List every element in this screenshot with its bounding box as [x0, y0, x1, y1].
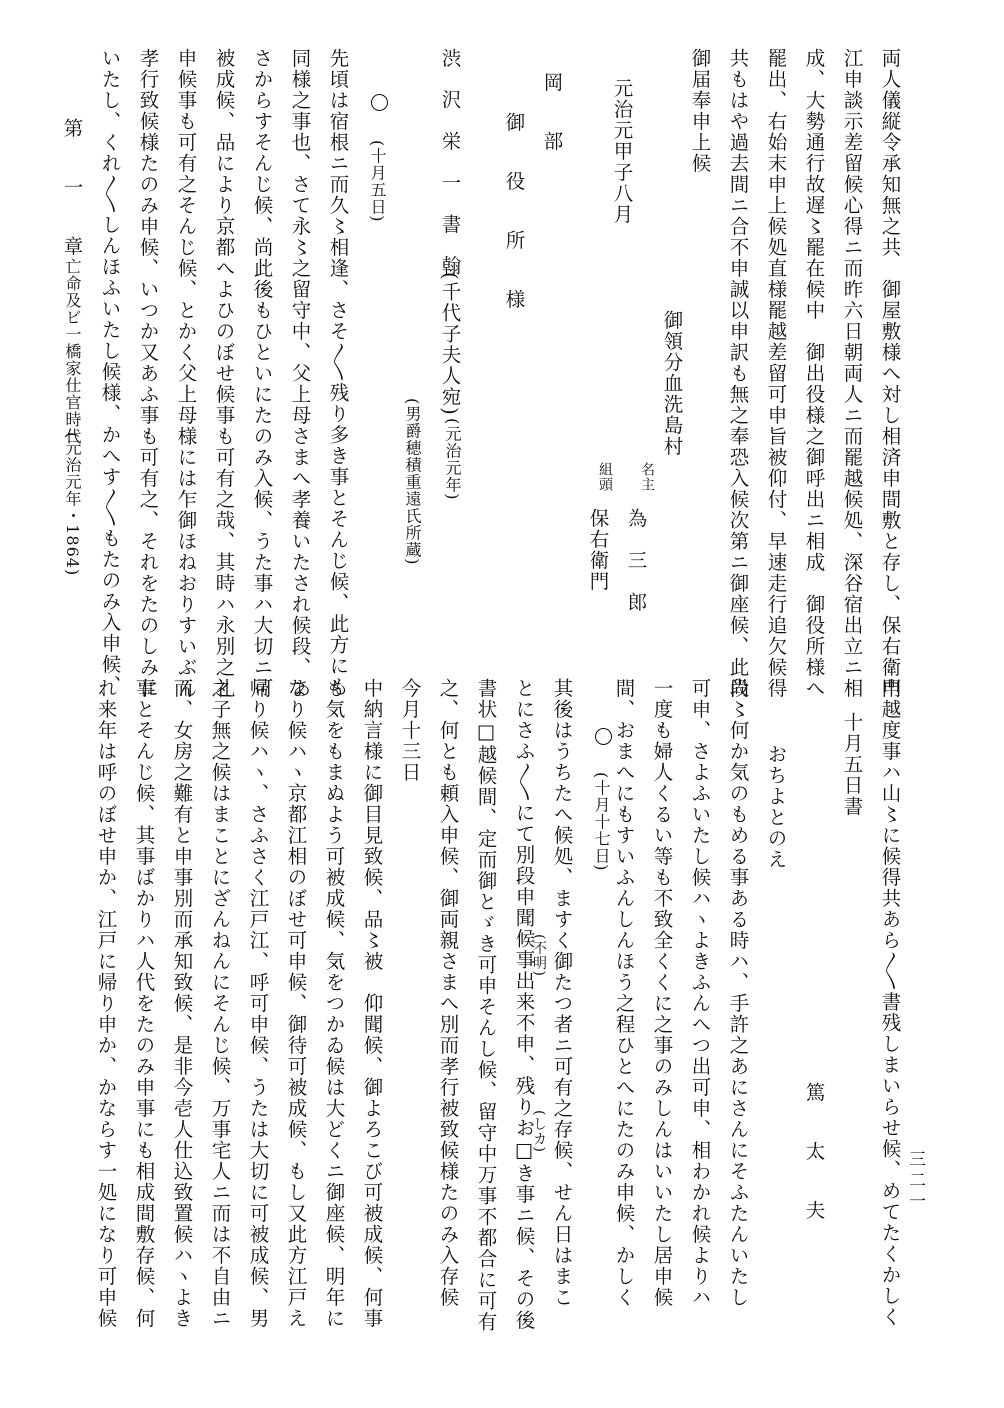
upper-text-col-6: 御届奉申上候: [688, 48, 712, 174]
footer-title: 亡命及ビ一橋家仕官時代: [63, 258, 82, 445]
letter-line-2: 同様之事也、さて永〻之留守中、父上母さまへ孝養いたされ候段、あ: [288, 48, 312, 699]
postscript-line-2: 可申、さよふいたし候ハヽよきふんへつ出可申、相わかれ候よりハ: [688, 678, 712, 1308]
letter-line-3: さからすそんじ候、尚此後もひといにたのみ入候、うた事ハ大切ニ可: [250, 48, 274, 699]
signature-role-kumigashira: 組頭: [597, 462, 613, 492]
letter2-line-8: なり候ハヽ京都江相のぼせ可申候、御待可被成候、もし又此方江戸え: [284, 678, 308, 1329]
section-title-year: (元治元年): [443, 418, 462, 501]
upper-text-col-3: 成、大勢通行故遅〻罷在候中 御出役様之御呼出ニ相成 御役所様へ: [802, 48, 826, 699]
letter2-line-9: 帰り候ハヽ、さふさく江戸江、呼可申候、うたは大切に可被成候、男: [246, 678, 270, 1329]
signature-name-tamesaburo: 為 三 郎: [624, 508, 648, 613]
upper-text-col-5: 共もはや過去間ニ合不申誠以申訳も無之奉恐入候次第ニ御座候、此段: [726, 48, 750, 699]
entry-date-oct17: (十月十七日): [592, 772, 611, 872]
footer-year: (元治元年・1864): [63, 432, 82, 577]
letter2-line-2: とにさふ〱にて別段申聞候事出来不申、残りお□き事ニ候、その後: [512, 678, 536, 1331]
letter-line-5: 申候事も可有之そんじ候、とかく父上母様には乍御ほねおりすいぶん: [174, 48, 198, 699]
letter2-line-5: 今月十三日: [398, 678, 422, 783]
upper-text-col-2: 江申談示差留候心得ニ而昨六日朝両人ニ而罷越候処、深谷宿出立ニ相: [840, 48, 864, 699]
signature-role-headman: 名主: [639, 462, 655, 492]
postscript-line-3: 一度も婦人くるい等も不致全くくに之事のみしんはいいたし居申候: [650, 678, 674, 1308]
letter2-line-6: 中納言様に御目見致候、品〻被 仰聞候、御よろこび可被成候、何事: [360, 678, 384, 1329]
upper-text-col-4: 罷出、右始末申上候処直様罷越差留可申旨被仰付、早速走行追欠候得: [764, 48, 788, 699]
addressee-place: 岡 部: [540, 72, 564, 161]
letter-line-7: いたし、くれ〱しんほふいたし候様、かへす〱もたのみ入申候、: [98, 48, 122, 696]
section-circle-mark: [371, 94, 388, 111]
letter2-line-10: 之子無之候はまことにざんねんにそんじ候、万事宅人ニ而は不自由ニ: [208, 678, 232, 1329]
addressee-office: 御 役 所 様: [502, 112, 526, 319]
letter-line-4: 被成候、品により京都へよひのぼせ候事も可有之哉、其時ハ永別之礼: [212, 48, 236, 699]
letter2-line-3: 書状□越候間、定而御とゞき可申そんし候、留守中万事不都合に可有: [474, 678, 498, 1333]
lower-text-col-1: 申越度事ハ山〻に候得共あら〱書残しまいらせ候、めてたくかしく: [878, 678, 902, 1328]
entry-date-oct5: (十月五日): [368, 140, 387, 223]
letter2-line-4: 之、何とも頼入申候、御両親さまへ別而孝行被致候様たのみ入存候: [436, 678, 460, 1308]
upper-text-col-1: 両人儀縦令承知無之共 御屋敷様へ対し相済申間敷と存し、保右衛門: [878, 48, 902, 699]
signature-village: 御領分血洗島村: [660, 310, 684, 457]
signature-name-yasuemon: 保右衛門: [586, 508, 610, 592]
letter-line-6: 孝行致候様たのみ申候、いつか又あふ事も可有之、それをたのしみに: [136, 48, 160, 699]
section-circle-mark-2: [595, 728, 612, 745]
page-number: 三二一: [905, 1150, 925, 1213]
letter2-line-11: 而、女房之難有と申事別而承知致候、是非今壱人仕込致置候ハヽよき: [170, 678, 194, 1329]
footer-chapter: 第 一 章: [60, 118, 84, 266]
postscript-line-1: 尚〻何か気のもめる事ある時ハ、手許之あにさんにそふたんいたし: [726, 678, 750, 1308]
lower-sender-name: 篤 太 夫: [802, 1082, 826, 1230]
section-title-recipient: (千代子夫人宛): [438, 272, 462, 417]
annotation-shika: (しカ): [531, 1110, 547, 1153]
lower-letter-date: 十月五日書: [840, 712, 864, 817]
source-note: (男爵穂積重遠氏所蔵): [403, 398, 422, 566]
letter2-line-7: も気をもまぬよう可被成候、気をつかゐ候は大どくニ御座候、明年に: [322, 678, 346, 1329]
postscript-line-4: 間、おまへにもすいふんしんほう之程ひとへにたのみ申候、かしく: [612, 678, 636, 1308]
letter-line-1: 先頃は宿根ニ而久〻相逢、さそ〱残り多き事とそんじ候、此方にも: [326, 48, 350, 698]
letter2-line-13: れ来年は呼のぼせ申か、江戸に帰り申か、かならす一処になり可申候: [94, 678, 118, 1329]
letter-date: 元治元甲子八月: [610, 78, 634, 225]
letter2-line-12: 事とそんじ候、其事ばかりハ人代をたのみ申事にも相成間敷存候、何: [132, 678, 156, 1329]
section-title: 渋沢栄一書翰: [438, 48, 462, 297]
lower-recipient: おちよとのえ: [764, 744, 788, 870]
annotation-unclear: (不明): [531, 934, 547, 977]
letter2-line-1: 其後はうちたへ候処、ますく御たつ者ニ可有之存候、せん日はまこ: [550, 678, 574, 1308]
